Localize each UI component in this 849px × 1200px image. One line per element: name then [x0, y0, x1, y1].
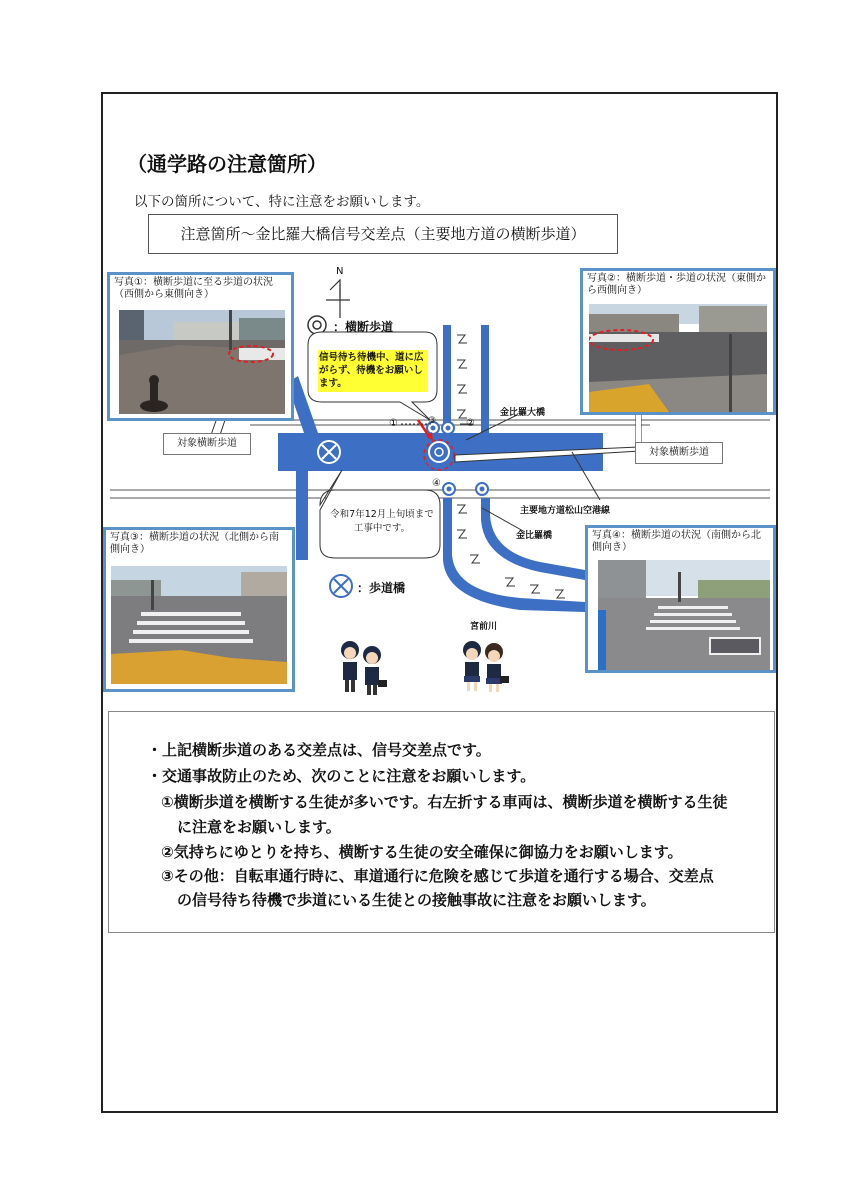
photo-caption-2: 写真②：横断歩道・歩道の状況（東側から西側向き）	[587, 273, 766, 296]
students-illustration-left	[341, 641, 387, 695]
notes-box	[108, 711, 775, 933]
footbridge-legend-label: ：歩道橋	[357, 581, 406, 595]
footbridge-ramp-sw	[296, 471, 308, 560]
river-label: 宮前川	[470, 622, 498, 632]
photo-1	[119, 310, 285, 414]
route-label: 主要地方道松山空港線	[520, 506, 611, 516]
note-bullet-1: ・上記横断歩道のある交差点は、信号交差点です。	[147, 741, 491, 759]
footbridge-legend-icon	[330, 575, 352, 597]
target-crosswalk-label-left: 対象横断歩道	[163, 433, 251, 455]
photo-caption-1: 写真①：横断歩道に至る歩道の状況（西側から東側向き）	[114, 277, 273, 300]
mark-1: ①	[389, 418, 398, 429]
page-title: （通学路の注意箇所）	[127, 152, 327, 176]
bridge-large-label: 金比羅大橋	[500, 408, 546, 418]
note-item-3-line-1: ③その他：自転車通行時に、車道通行に危険を感じて歩道を通行する場合、交差点	[161, 867, 714, 885]
note-item-2: ②気持ちにゆとりを持ち、横断する生徒の安全確保に御協力をお願いします。	[161, 843, 683, 861]
photo-caption-4: 写真④：横断歩道の状況（南側から北側向き）	[592, 530, 761, 553]
photo-card-2	[580, 268, 776, 415]
note-item-3-line-2: の信号待ち待機で歩道にいる生徒との接触事故に注意をお願いします。	[177, 891, 656, 909]
crosswalk-legend-label: ：横断歩道	[333, 320, 394, 334]
note-bullet-2: ・交通事故防止のため、次のことに注意をお願いします。	[147, 767, 536, 785]
river-wall-west-n	[443, 325, 451, 433]
wait-note-text: 信号待ち待機中、道に広がらず、待機をお願いします。	[319, 352, 424, 389]
target-crosswalk-label-right: 対象横断歩道	[635, 442, 723, 464]
bridge-small-label: 金比羅橋	[516, 531, 553, 541]
north-label: N	[336, 266, 344, 277]
mark-3: ③	[428, 416, 437, 426]
photo-card-1	[107, 272, 294, 421]
footbridge-icon	[318, 441, 340, 463]
river-wall-east-n	[481, 325, 489, 433]
mark-4: ④	[432, 478, 441, 489]
photo-caption-3: 写真③：横断歩道の状況（北側から南側向き）	[110, 532, 279, 555]
mark-2: ②	[466, 418, 475, 429]
photo-card-4	[585, 525, 776, 673]
photo-3	[111, 566, 287, 684]
photo-2	[589, 304, 767, 412]
crosswalk-legend-icon	[308, 316, 326, 334]
place-box: 注意箇所～金比羅大橋信号交差点（主要地方道の横断歩道）	[148, 214, 618, 254]
photo-card-3	[103, 527, 295, 692]
intro-text: 以下の箇所について、特に注意をお願いします。	[134, 194, 430, 210]
construction-note-text: 令和7年12月上旬頃まで工事中です。	[330, 509, 434, 534]
note-item-1-line-1: ①横断歩道を横断する生徒が多いです。右左折する車両は、横断歩道を横断する生徒	[161, 793, 728, 811]
students-illustration-right	[463, 641, 509, 692]
note-item-1-line-2: に注意をお願いします。	[177, 818, 341, 836]
north-arrow-icon	[326, 280, 350, 318]
photo-4	[598, 560, 770, 670]
